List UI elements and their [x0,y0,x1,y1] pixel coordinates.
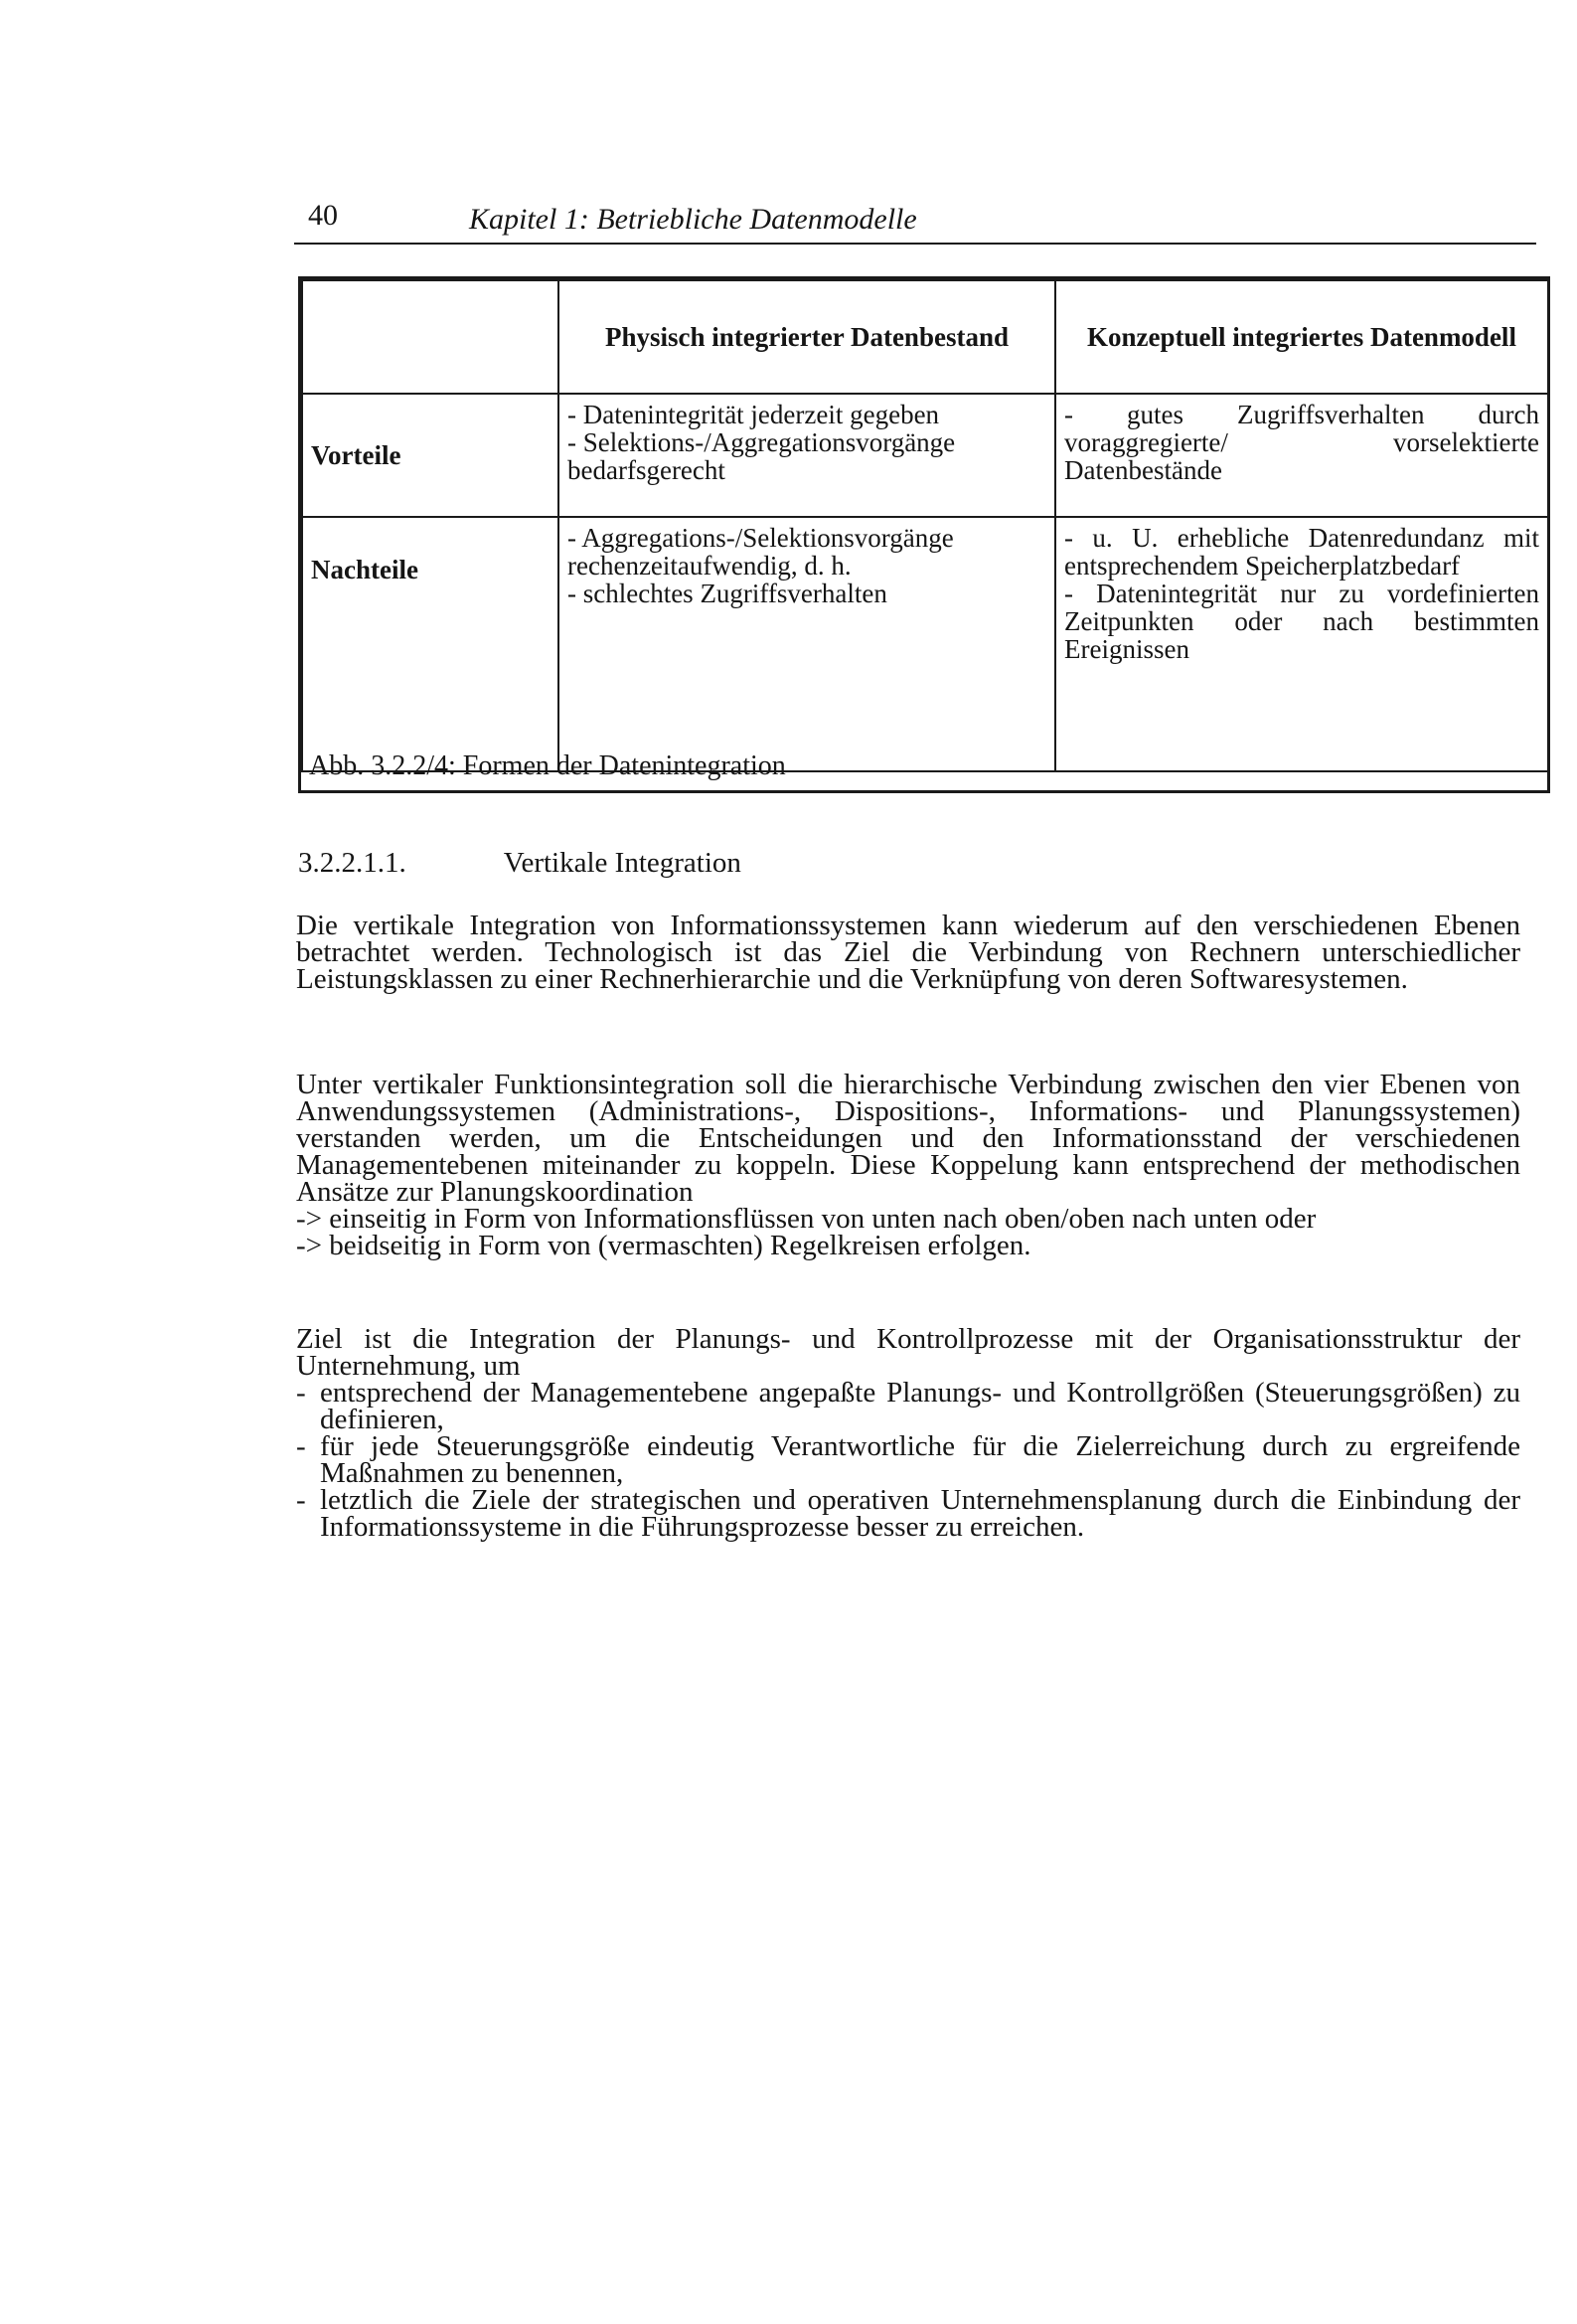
cell-vorteile-physisch [558,394,1055,517]
section-title: Vertikale Integration [503,847,741,879]
comparison-figure [298,276,1550,793]
list-item [296,1377,1520,1435]
paragraph-goal [296,1323,1520,1543]
list-item-text: für jede Steuerungsgröße eindeutig Verantwortliche für die Zielerreichung durch zu ergreifende Maßnahmen zu benennen, [320,1430,1520,1489]
running-title: Kapitel 1: Betriebliche Datenmodelle [469,203,917,236]
arrow-item: -> einseitig in Form von Informationsflüssen von unten nach oben/oben nach unten oder [296,1203,1317,1235]
section-number: 3.2.2.1.1. [298,847,406,879]
cell-bullet: - gutes Zugriffsverhalten durch voraggregierte/ vorselektierte Datenbestände [1064,400,1539,485]
paragraph-text: Unter vertikaler Funktionsintegration soll die hierarchische Verbindung zwischen den vier Ebenen von Anwendungssystemen (Administrations-, Dispositions-, Informations- und Planungssystemen) verstanden werden, um die Entscheidungen und den Informationsstand der verschiedenen Managementebenen miteinander zu koppeln. Diese Koppelung kann entsprechend der methodischen Ansätze zur Planungskoordination [296,1069,1520,1208]
cell-nachteile-konzeptuell [1055,517,1548,771]
list-item-text: entsprechend der Managementebene angepaßte Planungs- und Kontrollgrößen (Steuerungsgrößen) zu definieren, [320,1377,1520,1435]
paragraph-text: Ziel ist die Integration der Planungs- und Kontrollprozesse mit der Organisationsstruktur der Unternehmung, um [296,1323,1520,1382]
list-dash: - [296,1484,306,1516]
paragraph-vertical-integration: Die vertikale Integration von Informationssystemen kann wiederum auf den verschiedenen Ebenen betrachtet werden. Technologisch ist das Ziel die Verbindung von Rechnern unterschiedlicher Leistungsklassen zu einer Rechnerhierarchie und die Verknüpfung von deren Softwaresystemen. [296,910,1520,995]
cell-bullet: - schlechtes Zugriffsverhalten [567,579,887,608]
figure-caption: Abb. 3.2.2/4: Formen der Datenintegration [309,750,786,781]
arrow-item: -> beidseitig in Form von (vermaschten) Regelkreisen erfolgen. [296,1230,1031,1261]
list-item-text: letztlich die Ziele der strategischen und operativen Unternehmensplanung durch die Einbindung der Informationssysteme in die Führungsprozesse besser zu erreichen. [320,1484,1520,1543]
section-heading [298,847,741,880]
comparison-table [301,279,1549,772]
cell-bullet: - u. U. erhebliche Datenredundanz mit entsprechendem Speicherplatzbedarf [1064,523,1539,581]
cell-vorteile-konzeptuell [1055,394,1548,517]
list-dash: - [296,1377,306,1409]
paragraph-function-integration [296,1069,1520,1261]
table-header-row [302,280,1548,394]
goal-list [296,1377,1520,1543]
cell-nachteile-physisch [558,517,1055,771]
table-row [302,394,1548,517]
page-number: 40 [308,199,338,232]
cell-bullet: - Datenintegrität jederzeit gegeben [567,400,940,429]
row-label-vorteile: Vorteile [302,394,558,517]
table-corner-cell [302,280,558,394]
row-label-nachteile: Nachteile [302,517,558,771]
page-header [294,195,1536,245]
table-row [302,517,1548,771]
cell-bullet: - Datenintegrität nur zu vordefinierten Zeitpunkten oder nach bestimmten Ereignissen [1064,579,1539,664]
list-dash: - [296,1430,306,1462]
list-item [296,1430,1520,1489]
list-item [296,1484,1520,1543]
column-header-physisch: Physisch integrierter Datenbestand [558,280,1055,394]
cell-bullet: - Aggregations-/Selektionsvorgänge rechenzeitaufwendig, d. h. [567,523,954,581]
cell-bullet: - Selektions-/Aggregationsvorgänge bedarfsgerecht [567,427,956,485]
column-header-konzeptuell: Konzeptuell integriertes Datenmodell [1055,280,1548,394]
